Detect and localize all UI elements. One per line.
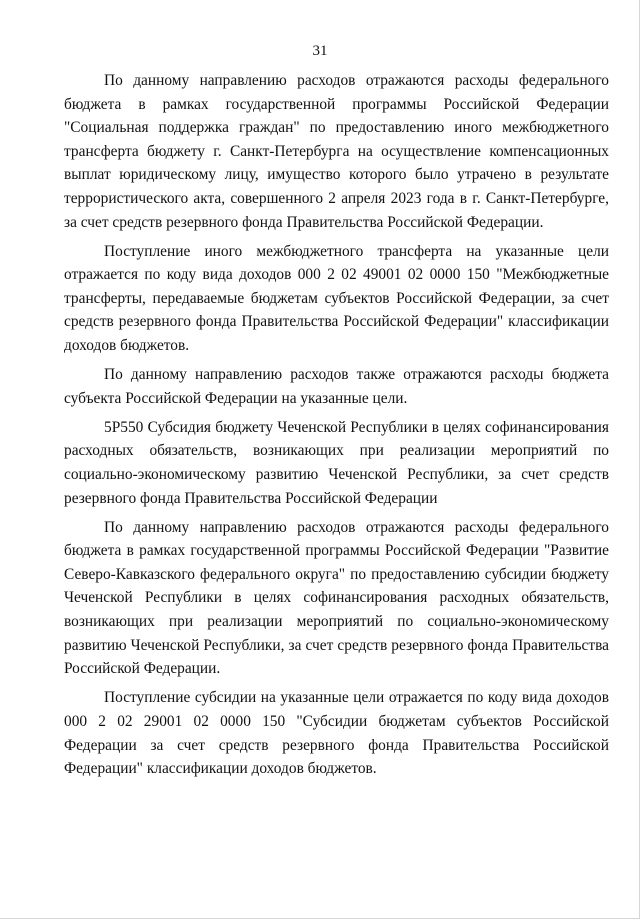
paragraph-income-transfer: Поступление иного межбюджетного трансферта на указанные цели отражается по коду вида доходов 000 2 02 49001 02 0000 150 "Межбюджетные трансферты, передаваемые бюджетам субъектов Российской Федерации, за счет средств резервного фонда Правительства Российской Федерации" классификации доходов бюджетов.: [64, 242, 609, 355]
page-number: 31: [312, 43, 328, 59]
paragraph-expenses-spb: По данному направлению расходов отражаются расходы федерального бюджета в рамках государственной программы Российской Федерации "Социальная поддержка граждан" по предоставлению иного межбюджетного трансферта бюджету г. Санкт-Петербурга на осуществление компенсационных выплат юридическому лицу, имущество которого было утрачено в результате террористического акта, совершенного 2 апреля 2023 года в г. Санкт-Петербурге, за счет средств резервного фонда Правительства Российской Федерации.: [64, 72, 609, 231]
paragraph-regional-expenses: По данному направлению расходов также отражаются расходы бюджета субъекта Российской Федерации на указанные цели.: [64, 366, 609, 407]
document-body: [64, 69, 609, 786]
paragraph-code-5p550: 5Р550 Субсидия бюджету Чеченской Республики в целях софинансирования расходных обязательств, возникающих при реализации мероприятий по социально-экономическому развитию Чеченской Республики, за счет средств резервного фонда Правительства Российской Федерации: [64, 418, 609, 507]
paragraph-expenses-chechnya: По данному направлению расходов отражаются расходы федерального бюджета в рамках государственной программы Российской Федерации "Развитие Северо-Кавказского федерального округа" по предоставлению субсидии бюджету Чеченской Республики в целях софинансирования расходных обязательств, возникающих при реализации мероприятий по социально-экономическому развитию Чеченской Республики, за счет средств резервного фонда Правительства Российской Федерации.: [64, 518, 609, 678]
paragraph-income-subsidy: Поступление субсидии на указанные цели отражается по коду вида доходов 000 2 02 29001 02 0000 150 "Субсидии бюджетам субъектов Российской Федерации за счет средств резервного фонда Правительства Российской Федерации" классификации доходов бюджетов.: [64, 689, 609, 778]
